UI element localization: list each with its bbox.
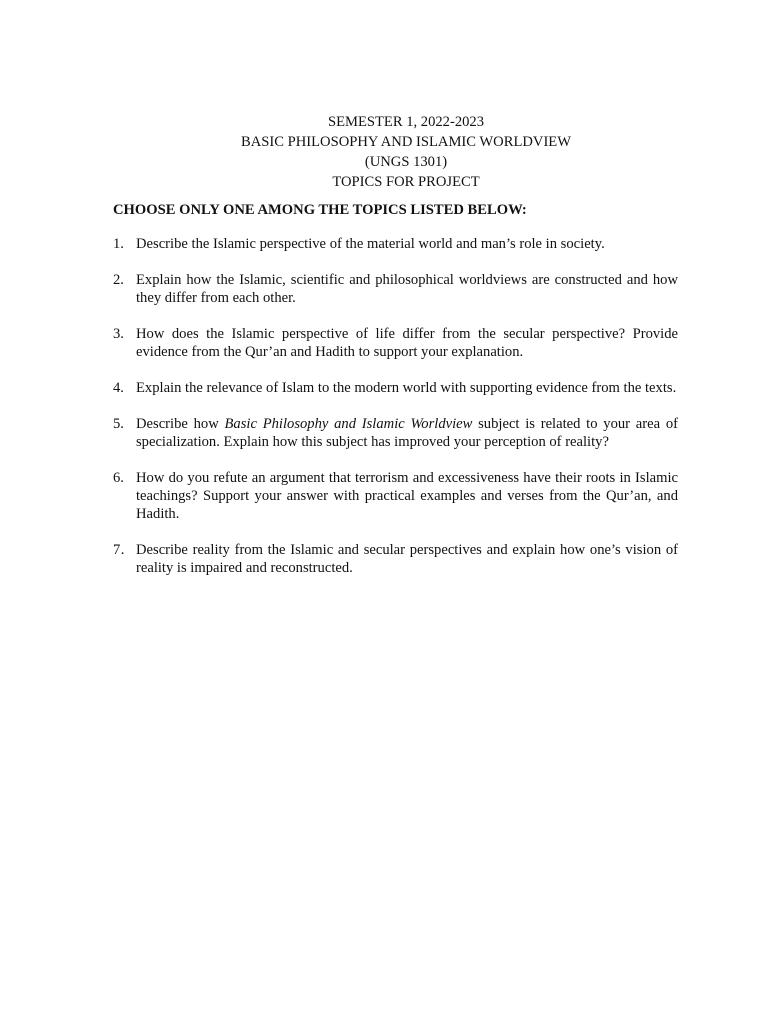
topic-text — [136, 416, 678, 450]
topic-text-after: subject is related to your area of specialization. Explain how this subject has improved your perception of reality? — [136, 416, 678, 450]
topic-item-5 — [113, 415, 678, 451]
document-subtitle: TOPICS FOR PROJECT — [332, 174, 480, 190]
topic-number: 5. — [113, 416, 124, 432]
document-header — [0, 112, 768, 192]
topic-number: 7. — [113, 542, 125, 558]
topic-text: Explain the relevance of Islam to the modern world with supporting evidence from the texts. — [136, 380, 677, 396]
instruction-heading: CHOOSE ONLY ONE AMONG THE TOPICS LISTED BELOW: — [113, 202, 527, 218]
course-code: (UNGS 1301) — [364, 154, 448, 170]
topic-text: Describe reality from the Islamic and secular perspectives and explain how one’s vision of reality is impaired and reconstructed. — [136, 542, 678, 576]
semester-line: SEMESTER 1, 2022-2023 — [327, 114, 485, 130]
topic-number: 4. — [113, 380, 124, 396]
topic-item-4 — [113, 379, 678, 397]
subject-title-italic: Basic Philosophy and Islamic Worldview — [224, 416, 473, 432]
topic-list — [113, 235, 678, 595]
topic-number: 1. — [113, 236, 124, 252]
topic-item-1 — [113, 235, 678, 253]
course-title: BASIC PHILOSOPHY AND ISLAMIC WORLDVIEW — [241, 134, 571, 150]
topic-number: 6. — [113, 470, 124, 486]
topic-item-3 — [113, 325, 678, 361]
topic-number: 2. — [113, 272, 124, 288]
topic-item-6 — [113, 469, 678, 523]
topic-text: How does the Islamic perspective of life differ from the secular perspective? Provide evidence from the Qur’an and Hadith to support your explanation. — [136, 326, 678, 360]
topic-item-2 — [113, 271, 678, 307]
topic-item-7 — [113, 541, 678, 577]
topic-text-before: Describe how — [136, 416, 225, 432]
topic-text: Explain how the Islamic, scientific and philosophical worldviews are constructed and how they differ from each other. — [136, 272, 678, 306]
topic-text: Describe the Islamic perspective of the material world and man’s role in society. — [136, 236, 605, 252]
topic-text: How do you refute an argument that terrorism and excessiveness have their roots in Islamic teachings? Support your answer with practical examples and verses from the Qur’an, and Hadith. — [136, 470, 678, 522]
topic-number: 3. — [113, 326, 124, 342]
